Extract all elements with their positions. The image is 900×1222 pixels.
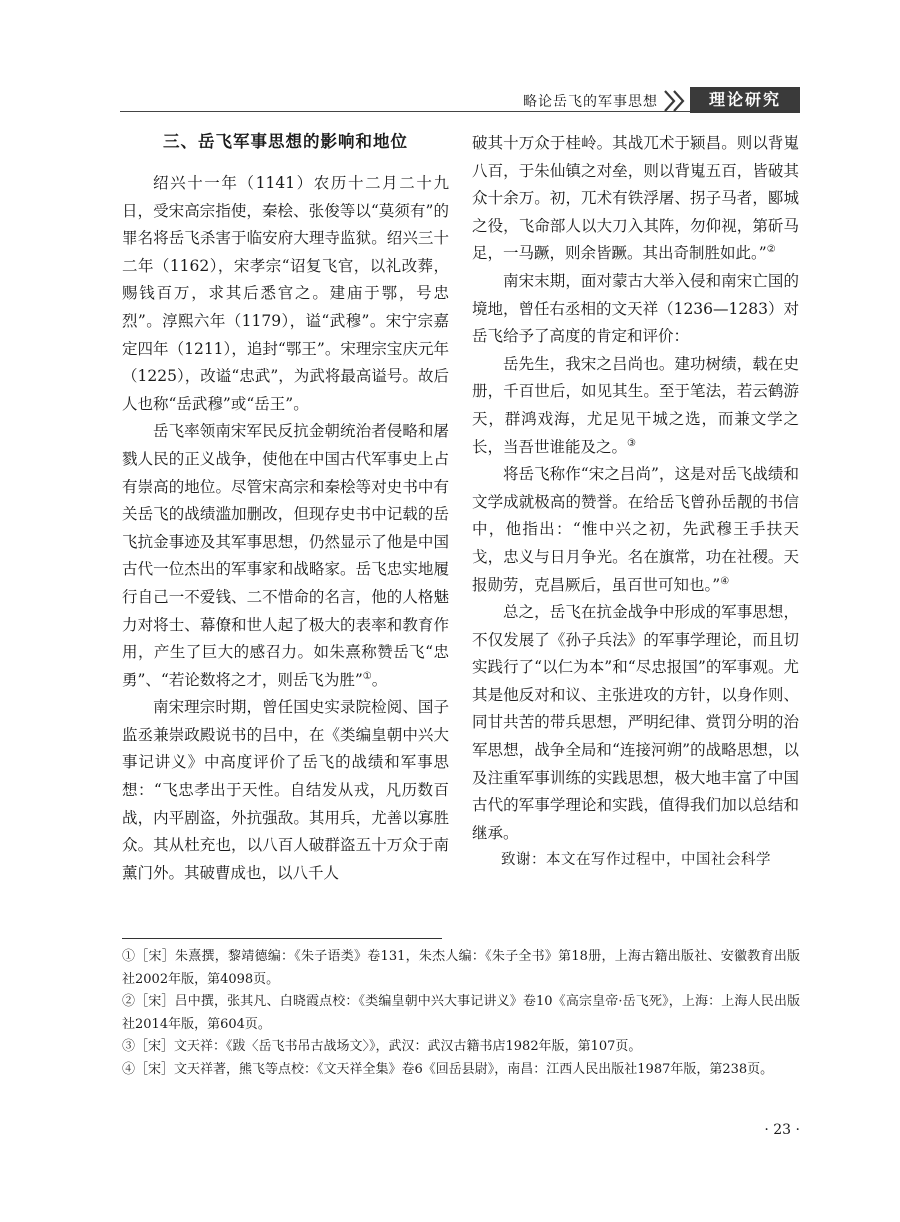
footnote-4: ④［宋］文天祥著，熊飞等点校：《文天祥全集》卷6《回岳县尉》，南昌：江西人民出版社1987年版，第238页。 — [122, 1061, 774, 1077]
page-number: · 23 · — [764, 1122, 800, 1138]
footnote-ref[interactable]: ① — [362, 670, 372, 682]
footnote-ref[interactable]: ② — [766, 244, 776, 256]
running-header — [120, 90, 800, 112]
paragraph: 南宋理宗时期，曾任国史实录院检阅、国子监丞兼崇政殿说书的吕中，在《类编皇朝中兴大事记讲义》中高度评价了岳飞的战绩和军事思想：“飞忠孝出于天性。自结发从戎，凡历数百战，内平剧盗，外抗强敌。其用兵，尤善以寡胜众。其从杜充也，以八百人破群盗五十万众于南薰门外。其破曹成也，以八千人 — [122, 698, 449, 882]
right-column — [472, 130, 799, 875]
paragraph: 南宋末期，面对蒙古大举入侵和南宋亡国的境地，曾任右丞相的文天祥（1236—1283）对岳飞给予了高度的肯定和评价： — [472, 271, 799, 346]
running-title: 略论岳飞的军事思想 — [523, 94, 658, 110]
double-chevron-icon — [662, 89, 688, 113]
paragraph: 岳飞率领南宋军民反抗金朝统治者侵略和屠戮人民的正义战争，使他在中国古代军事史上占有崇高的地位。尽管宋高宗和秦桧等对史书中有关岳飞的战绩滥加删改，但现存史书中记载的岳飞抗金事迹及其军事思想，仍然显示了他是中国古代一位杰出的军事家和战略家。岳飞忠实地履行自己一不爱钱、二不惜命的名言，他的人格魅力对将士、幕僚和世人起了极大的表率和教育作用，产生了巨大的感召力。如朱熹称赞岳飞“忠勇”、“若论数将之才，则岳飞为胜”①。 — [122, 422, 449, 689]
footnote-3: ③［宋］文天祥：《跋〈岳飞书吊古战场文〉》，武汉：武汉古籍书店1982年版，第107页。 — [122, 1039, 642, 1054]
paragraph: 绍兴十一年（1141）农历十二月二十九日，受宋高宗指使，秦桧、张俊等以“莫须有”的罪名将岳飞杀害于临安府大理寺监狱。绍兴三十二年（1162），宋孝宗“诏复飞官，以礼改葬，赐钱百万，求其后悉官之。建庙于鄂，号忠烈”。淳熙六年（1179），谥“武穆”。宋宁宗嘉定四年（1211），追封“鄂王”。宋理宗宝庆元年（1225），改谥“忠武”，为武将最高谥号。故后人也称“岳武穆”或“岳王”。 — [122, 174, 449, 413]
footnote-ref[interactable]: ③ — [627, 437, 636, 449]
footnote-rule — [122, 938, 442, 939]
block-quote: 岳先生，我宋之吕尚也。建功树绩，载在史册，千百世后，如见其生。至于笔法，若云鹤游天，群鸿戏海，尤足见干城之选，而兼文学之长，当吾世谁能及之。③ — [472, 354, 799, 456]
footnote-2: ②［宋］吕中撰，张其凡、白晓霞点校：《类编皇朝中兴大事记讲义》卷10《高宗皇帝·岳飞死》，上海：上海人民出版社2014年版，第604页。 — [122, 994, 800, 1032]
paragraph: 破其十万众于桂岭。其战兀术于颍昌。则以背嵬八百，于朱仙镇之对垒，则以背嵬五百，皆破其众十余万。初，兀术有铁浮屠、拐子马者，郾城之役，飞命部人以大刀入其阵，勿仰视，第斫马足，一马蹶，则余皆蹶。其出奇制胜如此。”② — [472, 134, 799, 263]
paragraph: 将岳飞称作“宋之吕尚”，这是对岳飞战绩和文学成就极高的赞誉。在给岳飞曾孙岳靓的书信中，他指出：“惟中兴之初，先武穆王手扶天戈，忠义与日月争光。名在旗常，功在社稷。天报勋劳，克昌厥后，虽百世可知也。”④ — [472, 465, 799, 594]
section-heading: 三、岳飞军事思想的影响和地位 — [163, 132, 408, 151]
acknowledgement: 致谢：本文在写作过程中，中国社会科学 — [501, 852, 771, 869]
section-label: 理论研究 — [690, 87, 800, 113]
footnote-1: ①［宋］朱熹撰，黎靖德编：《朱子语类》卷131，朱杰人编：《朱子全书》第18册，上海古籍出版社、安徽教育出版社2002年版，第4098页。 — [122, 949, 800, 987]
left-column — [122, 130, 449, 887]
paragraph: 总之，岳飞在抗金战争中形成的军事思想，不仅发展了《孙子兵法》的军事学理论，而且切实践行了“以仁为本”和“尽忠报国”的军事观。尤其是他反对和议、主张进攻的方针，以身作则、同甘共苦的带兵思想，严明纪律、赏罚分明的治军思想，战争全局和“连接河朔”的战略思想，以及注重军事训练的实践思想，极大地丰富了中国古代的军事学理论和实践，值得我们加以总结和继承。 — [472, 603, 799, 842]
footnote-ref[interactable]: ④ — [720, 575, 730, 587]
footnotes — [122, 946, 800, 1081]
